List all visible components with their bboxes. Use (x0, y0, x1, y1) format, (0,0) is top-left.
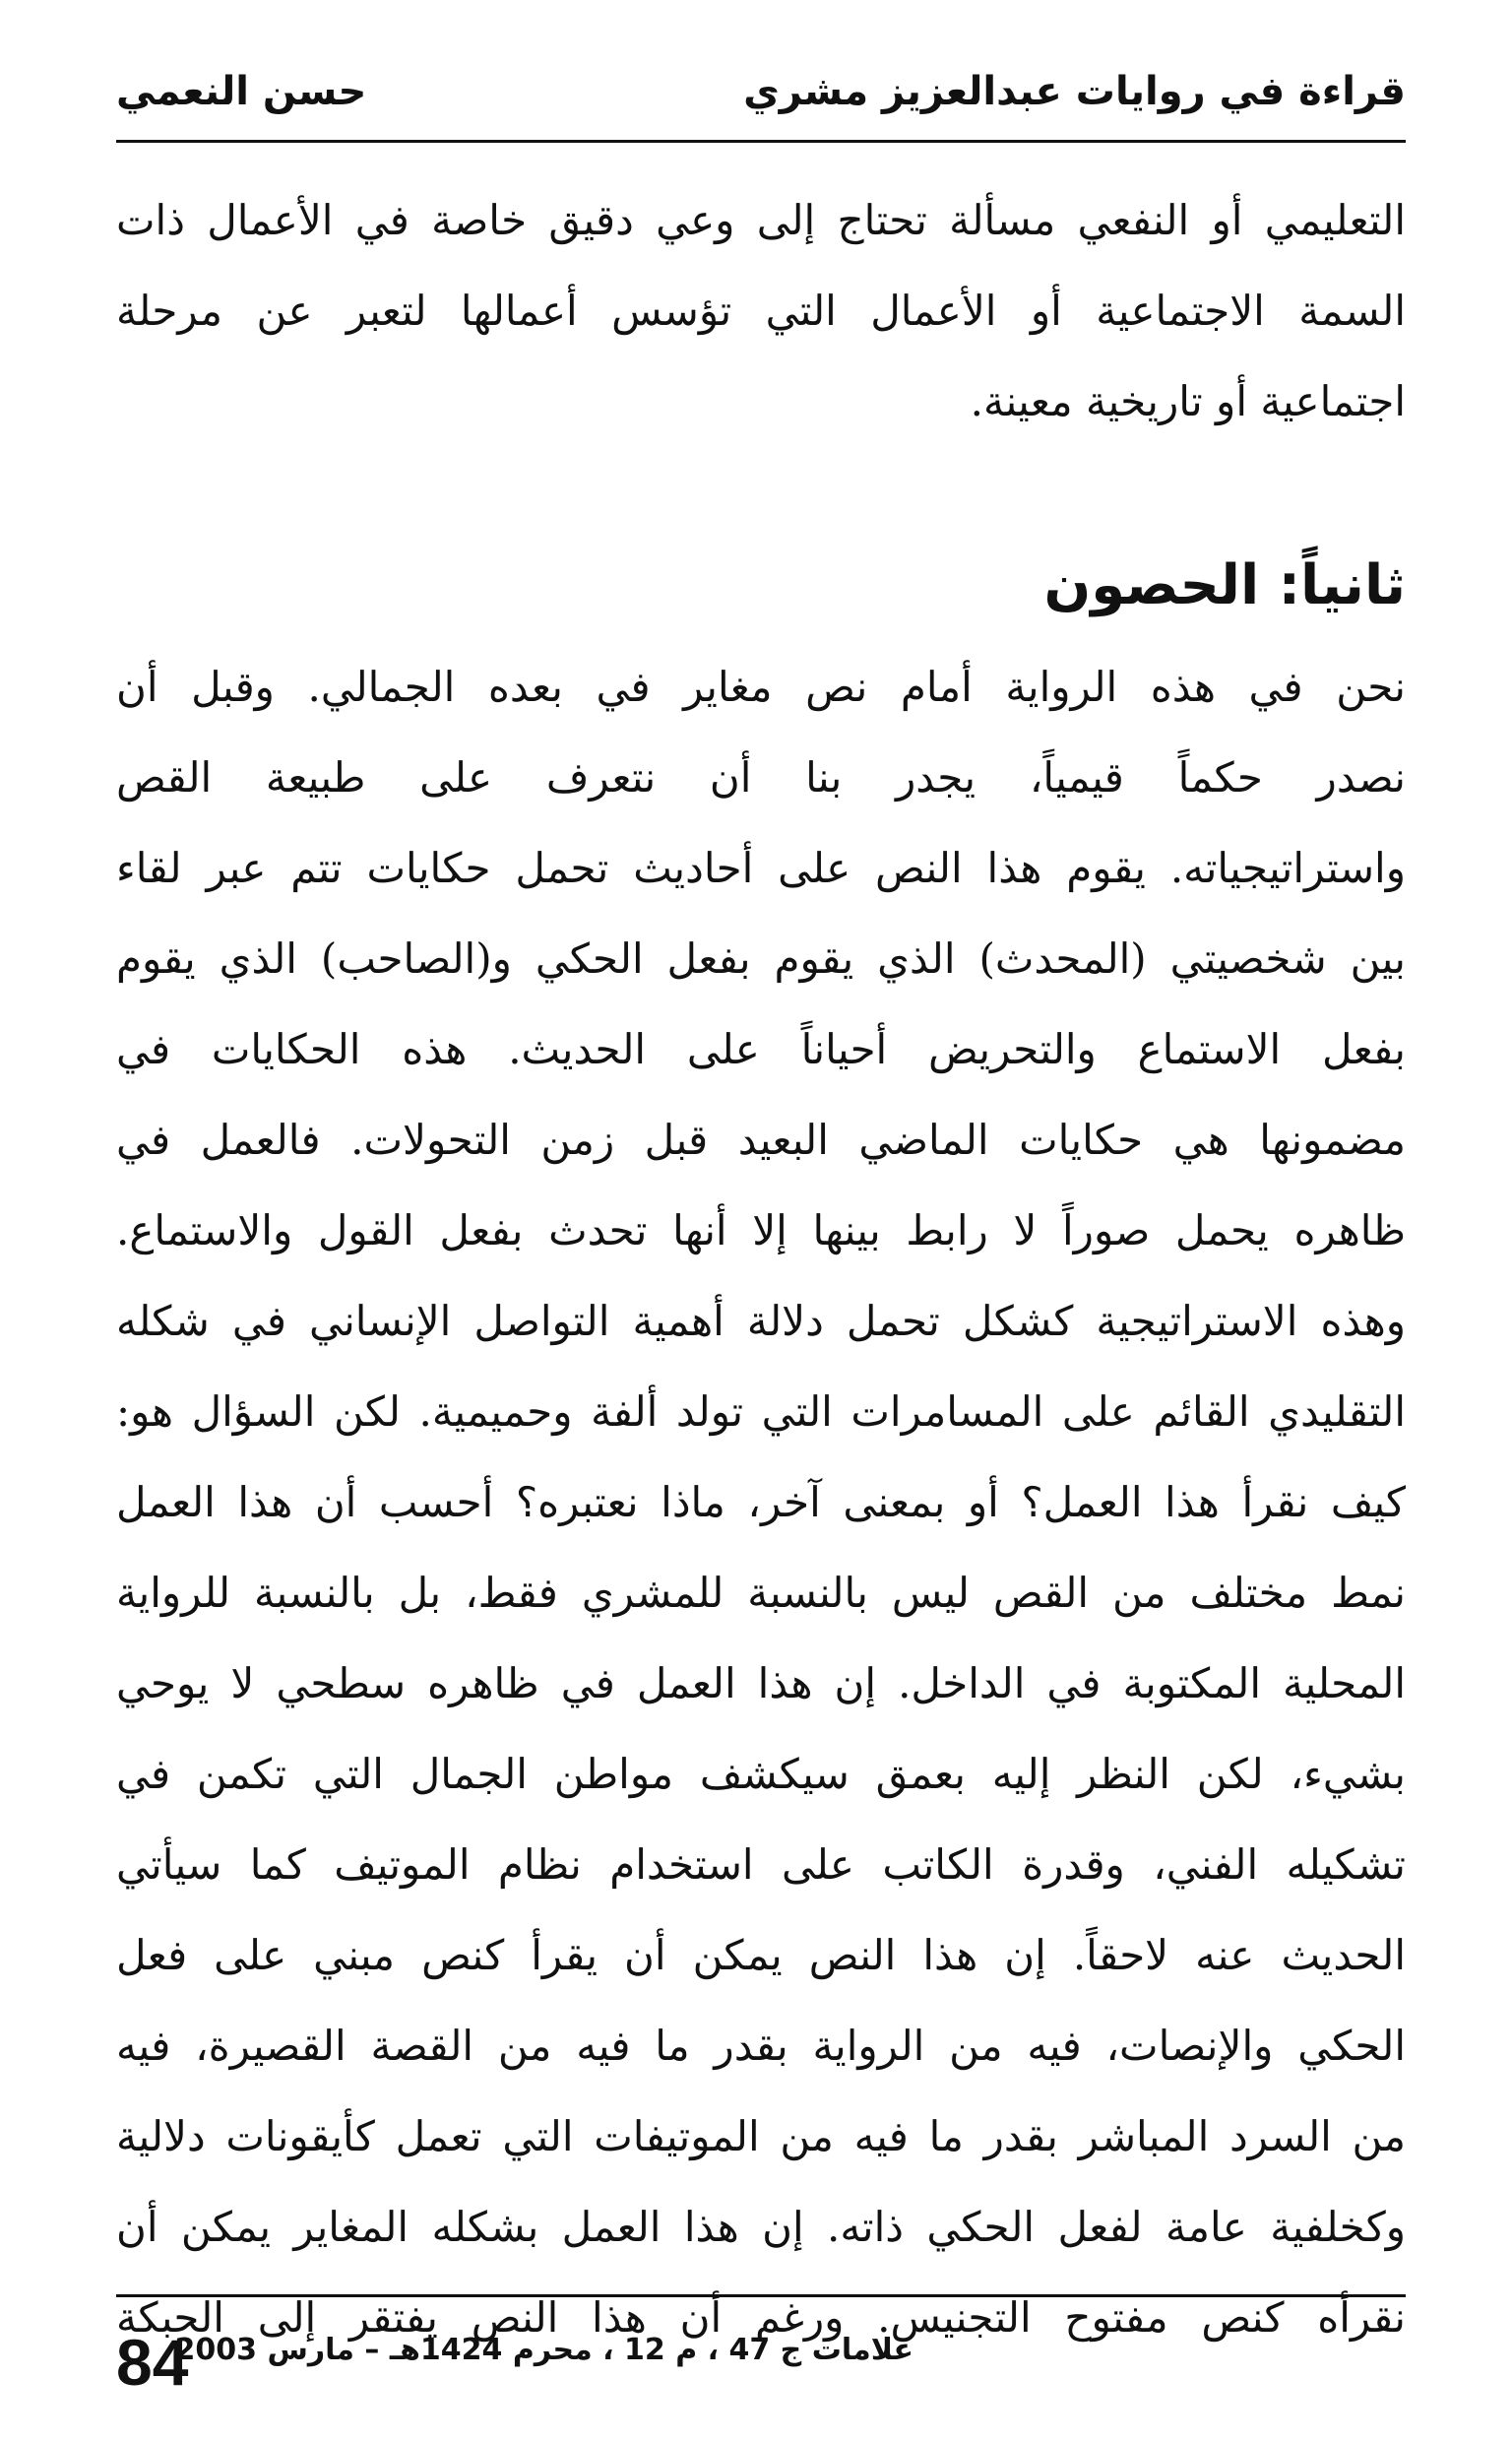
article-title: قراءة في روايات عبدالعزيز مشري (743, 69, 1406, 114)
body-paragraph (116, 642, 1406, 2363)
text-line: اجتماعية أو تاريخية معينة. (970, 377, 1406, 425)
text-line: واستراتيجياته. يقوم هذا النص على أحاديث تحمل حكايات تتم عبر لقاء (116, 844, 1406, 892)
text-line: المحلية المكتوبة في الداخل. إن هذا العمل في ظاهره سطحي لا يوحي (116, 1659, 1406, 1707)
text-line: كيف نقرأ هذا العمل؟ أو بمعنى آخر، ماذا نعتبره؟ أحسب أن هذا العمل (116, 1478, 1406, 1526)
text-line: تشكيله الفني، وقدرة الكاتب على استخدام نظام الموتيف كما سيأتي (116, 1840, 1406, 1889)
journal-reference: علامات ج 47 ، م 12 ، محرم 1424هـ – مارس 2003 (174, 2333, 914, 2367)
text-line: نقرأه كنص مفتوح التجنيس. ورغم أن هذا النص يفتقر إلى الحبكة (116, 2293, 1406, 2342)
running-header (116, 61, 1406, 143)
text-line: من السرد المباشر بقدر ما فيه من الموتيفات التي تعمل كأيقونات دلالية (116, 2112, 1406, 2160)
text-line: مضمونها هي حكايات الماضي البعيد قبل زمن التحولات. فالعمل في (116, 1116, 1406, 1164)
text-line: نمط مختلف من القص ليس بالنسبة للمشري فقط، بل بالنسبة للرواية (116, 1569, 1406, 1617)
text-line: السمة الاجتماعية أو الأعمال التي تؤسس أعمالها لتعبر عن مرحلة (116, 287, 1406, 335)
author-name: حسن النعمي (116, 69, 367, 114)
text-line: الحديث عنه لاحقاً. إن هذا النص يمكن أن يقرأ كنص مبني على فعل (116, 1931, 1406, 1979)
page-number: 84 (116, 2326, 189, 2399)
text-line: ظاهره يحمل صوراً لا رابط بينها إلا أنها تحدث بفعل القول والاستماع. (116, 1206, 1406, 1254)
text-line: الحكي والإنصات، فيه من الرواية بقدر ما فيه من القصة القصيرة، فيه (116, 2022, 1406, 2070)
page-footer (116, 2294, 1406, 2406)
section-heading: ثانياً: الحصون (1043, 553, 1406, 617)
text-line: وكخلفية عامة لفعل الحكي ذاته. إن هذا العمل بشكله المغاير يمكن أن (116, 2203, 1406, 2251)
text-line: بين شخصيتي (المحدث) الذي يقوم بفعل الحكي و(الصاحب) الذي يقوم (116, 934, 1406, 983)
intro-paragraph (116, 175, 1406, 447)
text-line: بشيء، لكن النظر إليه بعمق سيكشف مواطن الجمال التي تكمن في (116, 1750, 1406, 1798)
text-line: بفعل الاستماع والتحريض أحياناً على الحديث. هذه الحكايات في (116, 1025, 1406, 1073)
text-line: التعليمي أو النفعي مسألة تحتاج إلى وعي دقيق خاصة في الأعمال ذات (116, 196, 1406, 244)
text-line: وهذه الاستراتيجية كشكل تحمل دلالة أهمية التواصل الإنساني في شكله (116, 1297, 1406, 1345)
text-line: نحن في هذه الرواية أمام نص مغاير في بعده الجمالي. وقبل أن (116, 663, 1406, 711)
text-line: نصدر حكماً قيمياً، يجدر بنا أن نتعرف على طبيعة القص (116, 753, 1406, 802)
text-line: التقليدي القائم على المسامرات التي تولد ألفة وحميمية. لكن السؤال هو: (116, 1387, 1406, 1436)
page-content (116, 175, 1406, 2363)
